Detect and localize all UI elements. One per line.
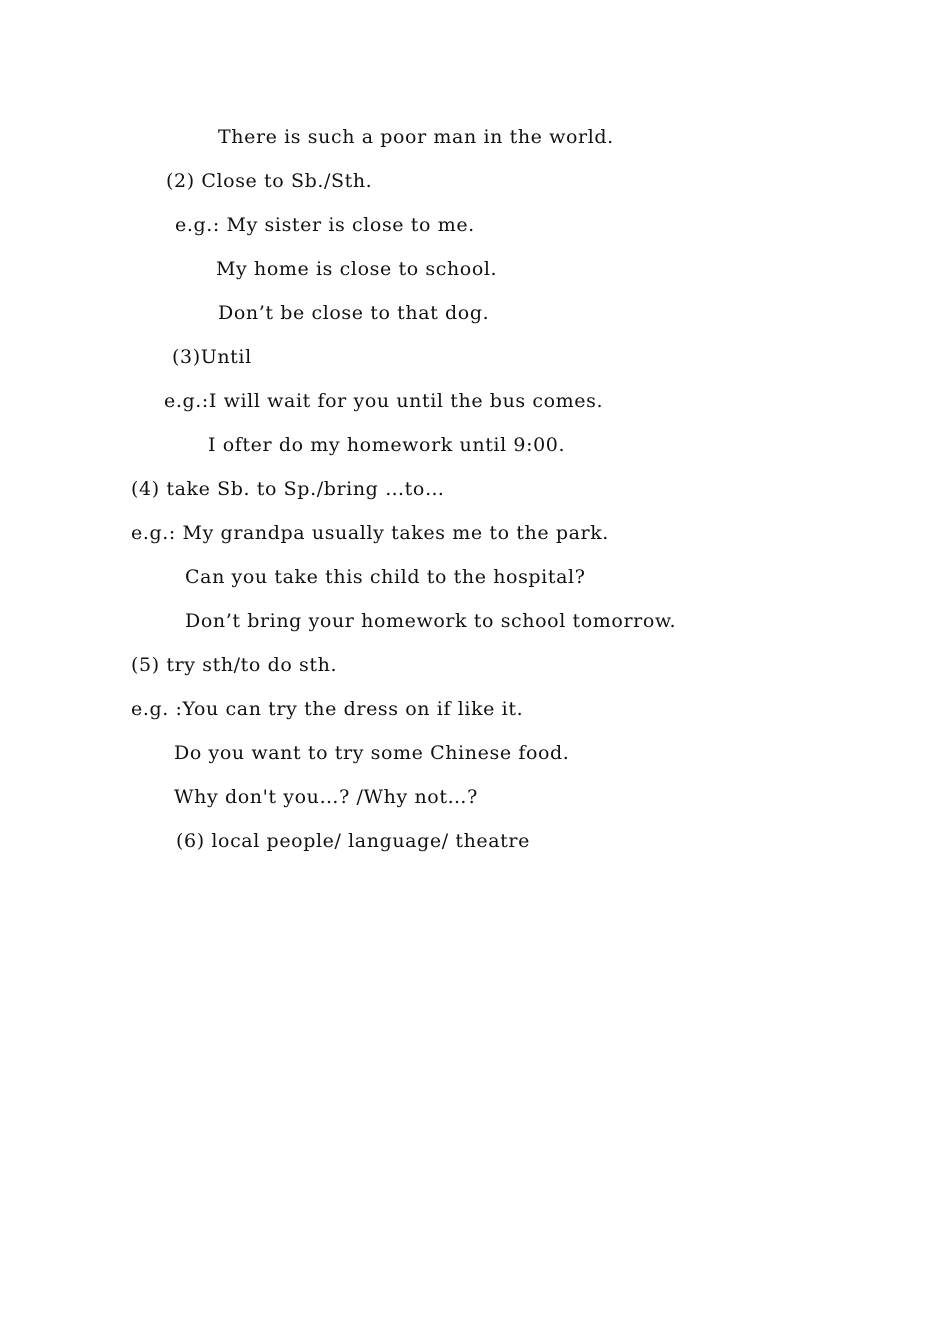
- example-sentence: e.g.: My grandpa usually takes me to the park.: [131, 522, 609, 544]
- example-sentence: My home is close to school.: [216, 258, 498, 280]
- example-sentence: Do you want to try some Chinese food.: [174, 742, 570, 764]
- example-sentence: Can you take this child to the hospital?: [185, 566, 586, 588]
- example-sentence: e.g. :You can try the dress on if like it.: [131, 698, 524, 720]
- section-heading: (4) take Sb. to Sp./bring …to…: [131, 478, 445, 500]
- section-heading: (5) try sth/to do sth.: [131, 654, 338, 676]
- example-sentence: Don’t bring your homework to school tomorrow.: [185, 610, 677, 632]
- section-heading: (3)Until: [172, 346, 252, 368]
- example-sentence: Don’t be close to that dog.: [218, 302, 490, 324]
- section-heading: (2) Close to Sb./Sth.: [166, 170, 373, 192]
- example-sentence: Why don't you…? /Why not…?: [174, 786, 478, 808]
- example-sentence: e.g.:I will wait for you until the bus comes.: [164, 390, 604, 412]
- section-heading: (6) local people/ language/ theatre: [176, 830, 530, 852]
- example-sentence: e.g.: My sister is close to me.: [175, 214, 475, 236]
- example-sentence: There is such a poor man in the world.: [218, 126, 614, 148]
- example-sentence: I ofter do my homework until 9:00.: [208, 434, 566, 456]
